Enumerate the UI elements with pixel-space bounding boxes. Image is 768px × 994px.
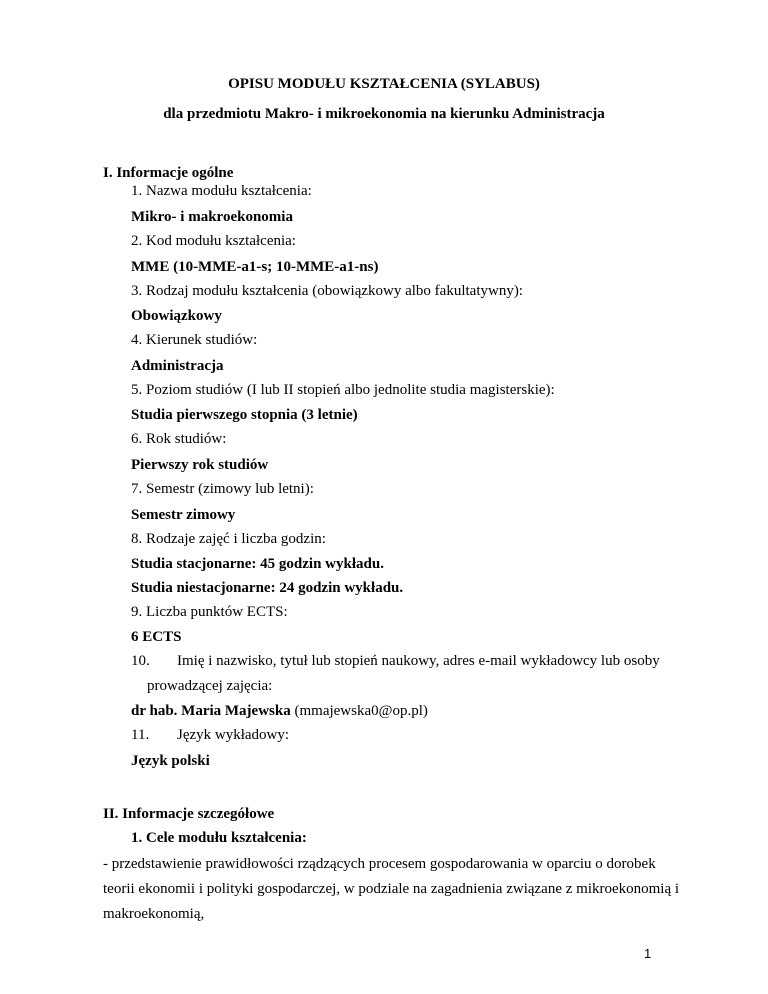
item3-label: 3. Rodzaj modułu kształcenia (obowiązkowy albo fakultatywny): (131, 283, 523, 299)
document-title: OPISU MODUŁU KSZTAŁCENIA (SYLABUS) (228, 76, 540, 92)
item10-label-cont: prowadzącej zajęcia: (147, 678, 273, 694)
item5-label: 5. Poziom studiów (I lub II stopień albo jednolite studia magisterskie): (131, 382, 555, 398)
item11-value: Język polski (131, 753, 210, 769)
item9-value: 6 ECTS (131, 629, 182, 645)
item4-value: Administracja (131, 358, 224, 374)
page-number: 1 (644, 946, 652, 961)
paragraph-line-2: teorii ekonomii i polityki gospodarczej, w podziale na zagadnienia związane z mikroekonomią i (103, 881, 680, 897)
item2-value: MME (10-MME-a1-s; 10-MME-a1-ns) (131, 259, 379, 275)
lecturer-name: dr hab. Maria Majewska (131, 703, 291, 719)
document-subtitle: dla przedmiotu Makro- i mikroekonomia na kierunku Administracja (163, 106, 605, 122)
section1-heading: I. Informacje ogólne (103, 165, 234, 181)
item10-number: 10. (131, 653, 150, 669)
item11-label: Język wykładowy: (177, 727, 290, 743)
lecturer-email: (mmajewska0@op.pl) (290, 703, 428, 719)
item9-label: 9. Liczba punktów ECTS: (131, 604, 288, 620)
item1-label: 1. Nazwa modułu kształcenia: (131, 183, 312, 199)
item1-value: Mikro- i makroekonomia (131, 209, 293, 225)
item11-number: 11. (131, 727, 150, 743)
item7-value: Semestr zimowy (131, 507, 236, 523)
item3-value: Obowiązkowy (131, 308, 222, 324)
item8-value-extramural: Studia niestacjonarne: 24 godzin wykładu. (131, 580, 404, 596)
item8-value-stationary: Studia stacjonarne: 45 godzin wykładu. (131, 556, 384, 572)
item8-label: 8. Rodzaje zajęć i liczba godzin: (131, 531, 326, 547)
item4-label: 4. Kierunek studiów: (131, 332, 258, 348)
paragraph-line-1: - przedstawienie prawidłowości rządzących procesem gospodarowania w oparciu o dorobek (103, 856, 656, 872)
item2-label: 2. Kod modułu kształcenia: (131, 233, 296, 249)
item6-value: Pierwszy rok studiów (131, 457, 269, 473)
item10-label: Imię i nazwisko, tytuł lub stopień naukowy, adres e-mail wykładowcy lub osoby (177, 653, 660, 669)
paragraph-line-3: makroekonomią, (103, 906, 205, 922)
item7-label: 7. Semestr (zimowy lub letni): (131, 481, 314, 497)
item6-label: 6. Rok studiów: (131, 431, 227, 447)
section2-subheading: 1. Cele modułu kształcenia: (131, 830, 307, 846)
item10-value (131, 702, 428, 720)
section2-heading: II. Informacje szczegółowe (103, 806, 275, 822)
item5-value: Studia pierwszego stopnia (3 letnie) (131, 407, 358, 423)
